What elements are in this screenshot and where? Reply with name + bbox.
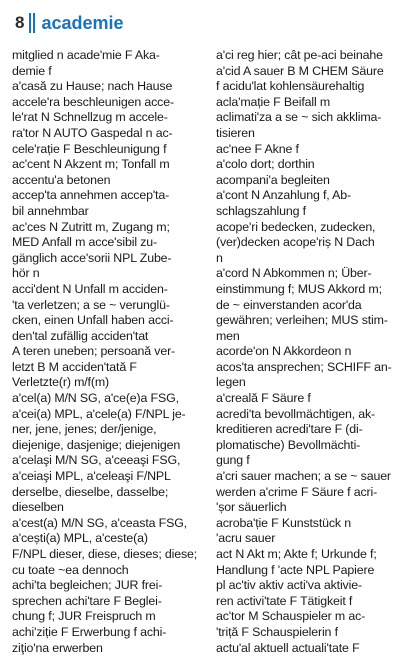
entry-line: acla'mație F Beifall m: [216, 94, 331, 109]
entry-line: a'colo dort; dorthin: [216, 157, 315, 172]
entry-line: (ver)decken acope'riș N Dach: [216, 235, 375, 250]
entry-line: derselbe, dieselbe, dasselbe;: [12, 484, 169, 499]
entry-line: 'triță F Schauspielerin f: [216, 624, 338, 639]
entry-line: mitglied n acade'mie F Aka-: [12, 48, 160, 62]
entry-line: accep'ta annehmen accep'ta-: [12, 188, 170, 203]
entry-line: einstimmung f; MUS Akkord m;: [216, 281, 382, 296]
entry-line: gänglich acce'sorii NPL Zube-: [12, 250, 172, 265]
page-number: 8: [15, 13, 25, 32]
entry-line: a'cont N Anzahlung f, Ab-: [216, 188, 352, 203]
entry-line: acredi'ta bevollmächtigen, ak-: [216, 406, 376, 421]
entry-line: men: [216, 328, 240, 343]
entry-line: ner, jene, jenes; der/jenige,: [12, 422, 157, 437]
entry-line: letzt B M acciden'tată F: [12, 359, 137, 374]
entry-line: bil annehmbar: [12, 203, 89, 218]
header-rule-2: [33, 13, 35, 33]
entry-line: a'cest(a) M/N SG, a'ceasta FSG,: [12, 515, 187, 530]
entry-line: schlagszahlung f: [216, 203, 306, 218]
entry-line: tisieren: [216, 125, 255, 140]
entry-line: a'celaşi M/N SG, a'ceeaşi FSG,: [12, 453, 181, 468]
entry-line: Verletzte(r) m/f(m): [12, 375, 109, 390]
entry-line: 'șor säuerlich: [216, 500, 287, 515]
entry-line: legen: [216, 375, 246, 390]
entry-line: acope'ri bedecken, zudecken,: [216, 219, 376, 234]
entry-line: accentu'a betonen: [12, 172, 111, 187]
entry-line: hör n: [12, 266, 40, 281]
entry-line: a'ci reg hier; cât pe-aci beinahe: [216, 48, 383, 62]
entry-line: dieselben: [12, 500, 64, 515]
entry-line: ac'ces N Zutritt m, Zugang m;: [12, 219, 170, 234]
entry-line: aclimati'za a se ~ sich akklima-: [216, 110, 382, 125]
entry-line: acompani'a begleiten: [216, 172, 330, 187]
entry-line: actu'al aktuell actuali'tate F: [216, 640, 360, 655]
entry-line: achi'ziție F Erwerbung f achi-: [12, 624, 167, 639]
entry-line: a'cord N Abkommen n; Über-: [216, 266, 372, 281]
entry-line: acos'ta ansprechen; SCHIFF an-: [216, 359, 392, 374]
entry-line: a'cid A sauer B M CHEM Säure: [216, 63, 384, 78]
entry-line: ra'tor N AUTO Gaspedal n ac-: [12, 125, 173, 140]
entry-line: de ~ einverstanden acor'da: [216, 297, 362, 312]
page-header: [15, 8, 124, 38]
entry-line: F/NPL dieser, diese, dieses; diese;: [12, 547, 198, 561]
entry-line: 'acru sauer: [216, 531, 276, 546]
entry-line: a'creală F Säure f: [216, 391, 311, 406]
entry-line: gewähren; verleihen; MUS stim-: [216, 313, 388, 328]
header-headword: academie: [41, 12, 124, 33]
entry-line: werden a'crime F Säure f acri-: [216, 484, 378, 499]
entry-line: a'cești(a) MPL, a'ceste(a): [12, 531, 148, 546]
entry-line: a'casă zu Hause; nach Hause: [12, 79, 173, 94]
entry-line: a'ceiaşi MPL, a'celeaşi F/NPL: [12, 469, 171, 484]
entry-line: a'cri sauer machen; a se ~ sauer: [216, 469, 391, 484]
entry-line: ac'nee F Akne f: [216, 141, 299, 156]
left-column: [12, 48, 208, 656]
entry-line: den'tal zufällig acciden'tat: [12, 328, 149, 343]
entry-line: a'cei(a) MPL, a'cele(a) F/NPL je-: [12, 406, 186, 421]
entry-line: le'rat N Schnellzug m accele-: [12, 110, 168, 125]
entry-line: ren activi'tate F Tätigkeit f: [216, 593, 353, 608]
entry-line: Handlung f 'acte NPL Papiere: [216, 562, 375, 577]
entry-line: f acidu'lat kohlensäurehaltig: [216, 79, 365, 94]
entry-line: ziţio'na erwerben: [12, 640, 103, 655]
entry-line: ac'tor M Schauspieler m ac-: [216, 609, 366, 624]
entry-line: pl ac'tiv aktiv acti'va aktivie-: [216, 578, 362, 593]
entry-line: A teren uneben; persoană ver-: [12, 344, 176, 359]
entry-line: gung f: [216, 453, 250, 468]
entry-line: a'cel(a) M/N SG, a'ce(e)a FSG,: [12, 391, 179, 406]
entry-line: ac'cent N Akzent m; Tonfall m: [12, 157, 170, 172]
entry-line: plomatische) Bevollmächti-: [216, 437, 361, 452]
entry-line: acroba'ție F Kunststück n: [216, 515, 351, 530]
entry-line: cu toate ~ea dennoch: [12, 562, 129, 577]
entry-line: act N Akt m; Akte f; Urkunde f;: [216, 547, 377, 561]
entry-line: n: [216, 250, 223, 265]
entry-line: sprechen achi'tare F Beglei-: [12, 593, 162, 608]
entry-line: demie f: [12, 63, 52, 78]
entry-line: acorde'on N Akkordeon n: [216, 344, 352, 359]
right-column: [216, 48, 412, 656]
entry-line: MED Anfall m acce'sibil zu-: [12, 235, 157, 250]
entry-line: achi'ta begleichen; JUR frei-: [12, 578, 163, 593]
entry-line: 'ta verletzen; a se ~ verunglü-: [12, 297, 170, 312]
entry-line: diejenige, dasjenige; diejenigen: [12, 437, 181, 452]
entry-line: cele'rație F Beschleunigung f: [12, 141, 167, 156]
entry-line: kreditieren acredi'tare F (di-: [216, 422, 363, 437]
entry-line: accele'ra beschleunigen acce-: [12, 94, 174, 109]
entry-line: acci'dent N Unfall m acciden-: [12, 281, 168, 296]
entry-line: chung f; JUR Freispruch m: [12, 609, 156, 624]
entry-line: cken, einen Unfall haben acci-: [12, 313, 174, 328]
header-rule-1: [29, 13, 31, 33]
